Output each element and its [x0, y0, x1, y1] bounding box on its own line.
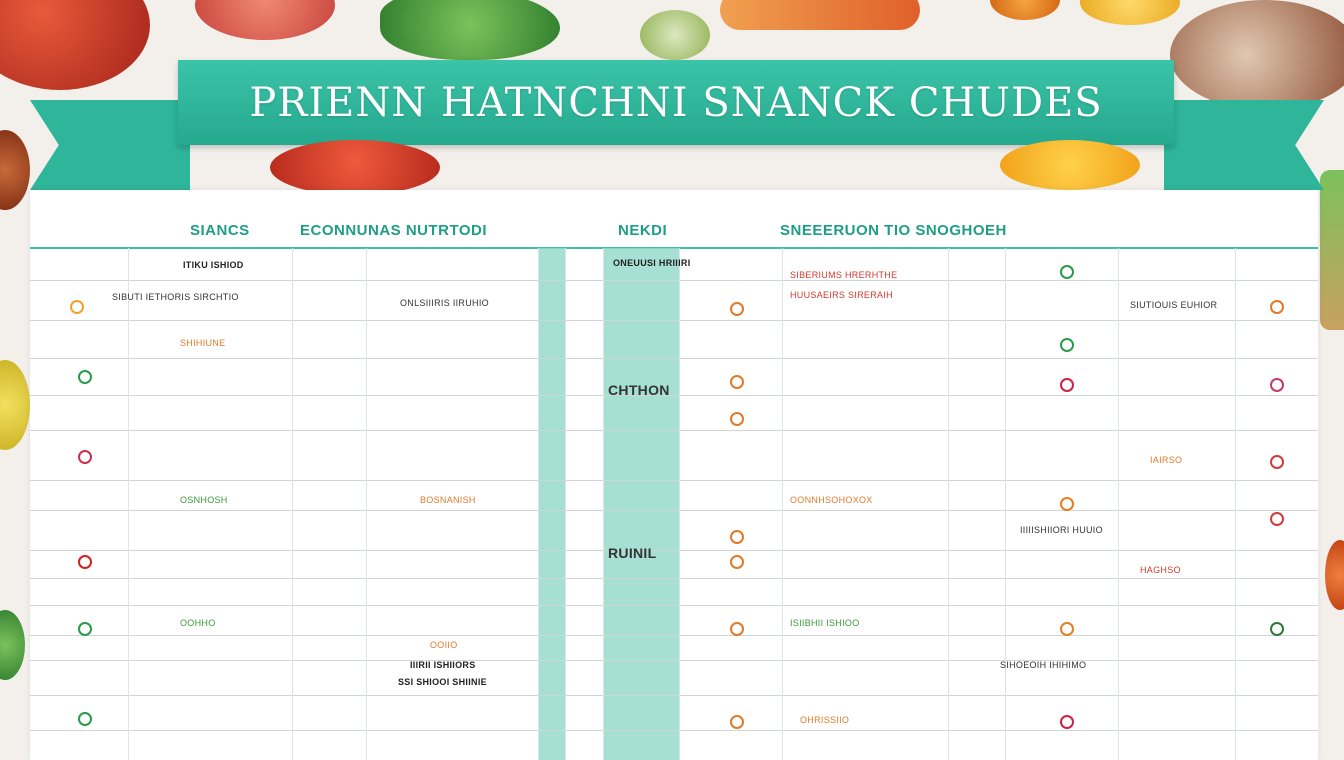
- snack-icon: [1270, 512, 1284, 526]
- table-cell: SIUTIOUIS EUHIOR: [1130, 300, 1218, 310]
- snack-icon: [730, 530, 744, 544]
- snack-icon: [1270, 378, 1284, 392]
- highlight-column: [603, 248, 679, 760]
- row-divider: [30, 695, 1318, 696]
- table-cell: CHTHON: [608, 382, 670, 398]
- snack-icon: [1270, 455, 1284, 469]
- column-divider: [948, 248, 949, 760]
- table-cell: OONNHSOHOXOX: [790, 495, 873, 505]
- column-divider: [538, 248, 539, 760]
- column-divider: [366, 248, 367, 760]
- snack-icon: [1270, 300, 1284, 314]
- table-cell: ISIIBHII ISHIOO: [790, 618, 860, 628]
- table-cell: IIIIISHIIORI HUUIO: [1020, 525, 1103, 535]
- food-decoration: [1170, 0, 1344, 110]
- column-header-snacks: SIANCS: [190, 222, 250, 239]
- ribbon-tail-left: [30, 100, 190, 190]
- snack-icon: [1060, 265, 1074, 279]
- column-divider: [1235, 248, 1236, 760]
- food-decoration: [720, 0, 920, 30]
- food-decoration: [0, 130, 30, 210]
- ribbon-tail-right: [1164, 100, 1324, 190]
- snack-icon: [1060, 338, 1074, 352]
- snack-icon: [730, 375, 744, 389]
- food-decoration: [270, 140, 440, 195]
- snack-icon: [730, 622, 744, 636]
- snack-icon: [1060, 497, 1074, 511]
- table-cell: OSNHOSH: [180, 495, 228, 505]
- snack-icon: [1060, 622, 1074, 636]
- column-header-name: NEKDI: [618, 222, 668, 239]
- food-decoration: [195, 0, 335, 40]
- table-cell: ONLSIIIRIS IIRUHIO: [400, 298, 489, 308]
- snack-icon: [730, 302, 744, 316]
- food-decoration: [1000, 140, 1140, 190]
- row-divider: [30, 280, 1318, 281]
- table-cell: IAIRSO: [1150, 455, 1183, 465]
- snack-icon: [78, 370, 92, 384]
- row-divider: [30, 660, 1318, 661]
- row-divider: [30, 358, 1318, 359]
- table-cell: OHRISSIIO: [800, 715, 850, 725]
- food-decoration: [1325, 540, 1344, 610]
- table-cell: SIBERIUMS HRERHTHE: [790, 270, 898, 280]
- highlight-column: [538, 248, 565, 760]
- snack-icon: [1060, 715, 1074, 729]
- row-divider: [30, 550, 1318, 551]
- column-divider: [1118, 248, 1119, 760]
- table-cell: HUUSAEIRS SIRERAIH: [790, 290, 893, 300]
- row-divider: [30, 730, 1318, 731]
- column-header-selection: SNEEERUON TIO SNOGHOEH: [780, 222, 1007, 239]
- snack-icon: [78, 712, 92, 726]
- snack-table: [30, 190, 1318, 760]
- banner-title: PRIENN HATNCHNI SNANCK CHUDES: [249, 79, 1103, 126]
- table-cell: SIBUTI IETHORIS SIRCHTIO: [112, 292, 239, 302]
- table-cell: SHIHIUNE: [180, 338, 226, 348]
- food-decoration: [380, 0, 560, 60]
- table-cell: SIHOEOIH IHIHIMO: [1000, 660, 1087, 670]
- food-decoration: [1320, 170, 1344, 330]
- food-decoration: [0, 610, 25, 680]
- table-cell: SSI SHIOOI SHIINIE: [398, 677, 487, 687]
- snack-icon: [730, 715, 744, 729]
- snack-icon: [730, 412, 744, 426]
- row-divider: [30, 320, 1318, 321]
- table-cell: IIIRII ISHIIORS: [410, 660, 476, 670]
- row-divider: [30, 605, 1318, 606]
- snack-icon: [70, 300, 84, 314]
- column-divider: [565, 248, 566, 760]
- column-divider: [603, 248, 604, 760]
- food-decoration: [640, 10, 710, 60]
- snack-icon: [78, 622, 92, 636]
- table-cell: OOIIO: [430, 640, 458, 650]
- column-header-nutrition: ECONNUNAS NUTRTODI: [300, 222, 488, 239]
- snack-icon: [1060, 378, 1074, 392]
- snack-icon: [1270, 622, 1284, 636]
- table-cell: HAGHSO: [1140, 565, 1181, 575]
- table-cell: ONEUUSI HRIIIRI: [613, 258, 691, 268]
- column-divider: [679, 248, 680, 760]
- row-divider: [30, 578, 1318, 579]
- food-decoration: [0, 0, 150, 90]
- food-decoration: [990, 0, 1060, 20]
- column-divider: [1005, 248, 1006, 760]
- table-cell: OOHHO: [180, 618, 216, 628]
- snack-icon: [78, 555, 92, 569]
- food-decoration: [1080, 0, 1180, 25]
- snack-icon: [730, 555, 744, 569]
- table-cell: RUINIL: [608, 545, 657, 561]
- column-divider: [292, 248, 293, 760]
- row-divider: [30, 395, 1318, 396]
- title-banner: [178, 60, 1174, 145]
- table-cell: BOSNANISH: [420, 495, 476, 505]
- row-divider: [30, 510, 1318, 511]
- column-divider: [782, 248, 783, 760]
- row-divider: [30, 430, 1318, 431]
- snack-icon: [78, 450, 92, 464]
- column-divider: [128, 248, 129, 760]
- food-decoration: [0, 360, 30, 450]
- row-divider: [30, 480, 1318, 481]
- row-divider: [30, 635, 1318, 636]
- table-cell: ITIKU ISHIOD: [183, 260, 244, 270]
